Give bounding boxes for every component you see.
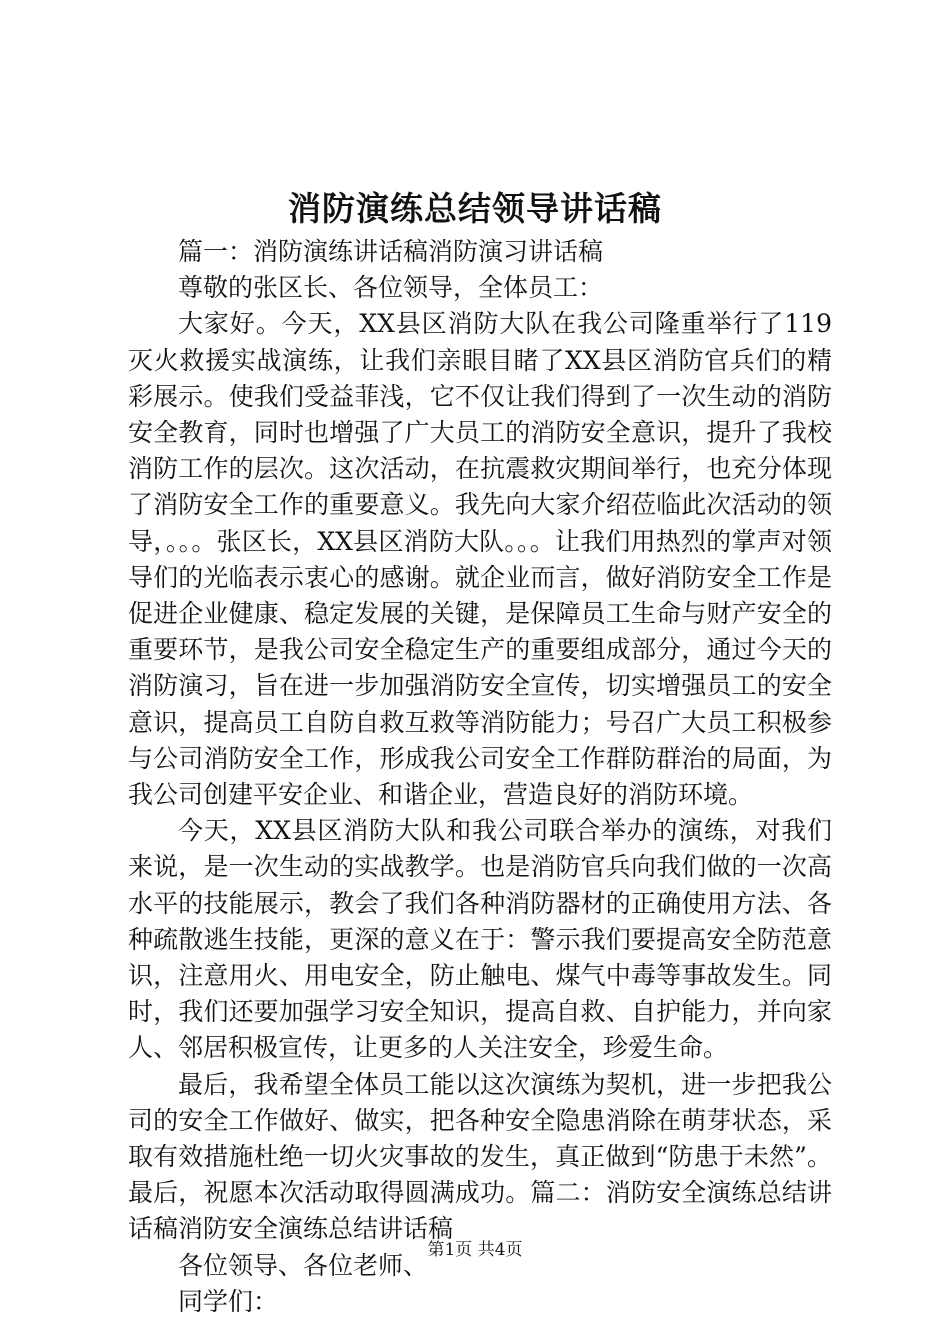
paragraph-salutation: 尊敬的张区长、各位领导，全体员工： — [178, 273, 604, 303]
document-body — [128, 234, 832, 1320]
page-number-footer: 第1页 共4页 — [427, 1240, 523, 1260]
paragraph-salutation: 同学们： — [178, 1286, 279, 1316]
paragraph-body: 今天，XX县区消防大队和我公司联合举办的演练，对我们来说，是一次生动的实战教学。也是消防官兵向我们做的一次高水平的技能展示，教会了我们各种消防器材的正确使用方法、各种疏散逃生技能，更深的意义在于：警示我们要提高安全防范意识，注意用火、用电安全，防止触电、煤气中毒等事故发生。同时，我们还要加强学习安全知识，提高自救、自护能力，并向家人、邻居积极宣传，让更多的人关注安全，珍爱生命。 — [128, 816, 832, 1063]
paragraph-body: 大家好。今天，XX县区消防大队在我公司隆重举行了119灭火救援实战演练，让我们亲眼目睹了XX县区消防官兵们的精彩展示。使我们受益菲浅，它不仅让我们得到了一次生动的消防安全教育，同时也增强了广大员工的消防安全意识，提升了我校消防工作的层次。这次活动，在抗震救灾期间举行，也充分体现了消防安全工作的重要意义。我先向大家介绍莅临此次活动的领导，。。。张区长，XX县区消防大队。。。让我们用热烈的掌声对领导们的光临表示衷心的感谢。就企业而言，做好消防安全工作是促进企业健康、稳定发展的关键，是保障员工生命与财产安全的重要环节，是我公司安全稳定生产的重要组成部分，通过今天的消防演习，旨在进一步加强消防安全宣传，切实增强员工的安全意识，提高员工自防自救互救等消防能力；号召广大员工积极参与公司消防安全工作，形成我公司安全工作群防群治的局面，为我公司创建平安企业、和谐企业，营造良好的消防环境。 — [128, 309, 832, 810]
paragraph-salutation: 各位领导、各位老师、 — [178, 1250, 429, 1280]
paragraph-body: 最后，我希望全体员工能以这次演练为契机，进一步把我公司的安全工作做好、做实，把各种安全隐患消除在萌芽状态，采取有效措施杜绝一切火灾事故的发生，真正做到“防患于未然”。最后，祝愿本次活动取得圆满成功。篇二：消防安全演练总结讲话稿消防安全演练总结讲话稿 — [128, 1069, 832, 1244]
paragraph-section-heading: 篇一：消防演练讲话稿消防演习讲话稿 — [178, 237, 604, 266]
document-title: 消防演练总结领导讲话稿 — [288, 189, 662, 228]
